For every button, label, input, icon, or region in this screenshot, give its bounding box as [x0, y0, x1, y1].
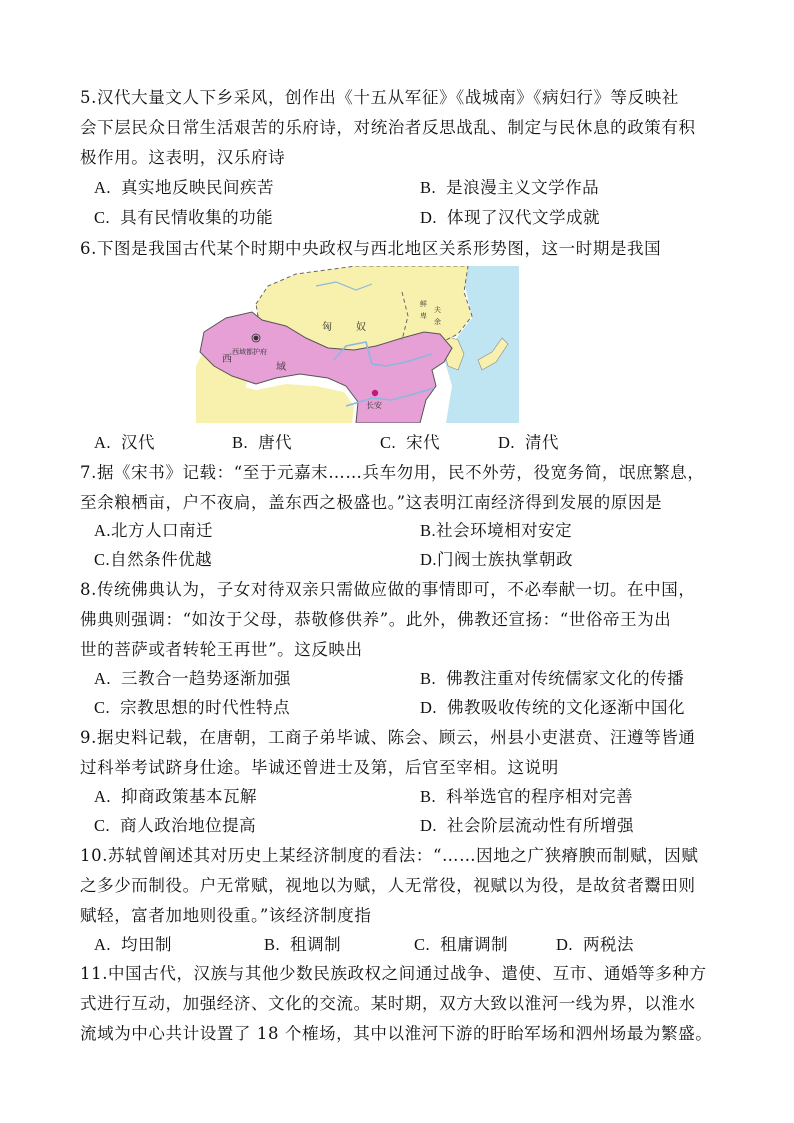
q5-stem-line-2: 会下层民众日常生活艰苦的乐府诗，对统治者反思战乱、制定与民休息的政策有积: [80, 118, 696, 137]
q10-option-d[interactable]: D. 两税法: [556, 935, 635, 954]
label-fuyu-1: 夫: [434, 306, 441, 314]
q5-stem-line-1: 5.汉代大量文人下乡采风，创作出《十五从军征》《战城南》《病妇行》等反映社: [80, 88, 679, 107]
q9-option-b[interactable]: B. 科举选官的程序相对完善: [420, 787, 634, 806]
q10-option-a[interactable]: A. 均田制: [94, 935, 173, 954]
label-xiongnu-2: 奴: [356, 322, 366, 333]
label-xiyu-2: 域: [276, 362, 286, 373]
label-xiyu-1: 西: [222, 354, 232, 365]
q5-stem-line-3: 极作用。这表明，汉乐府诗: [80, 148, 286, 167]
q8-option-b[interactable]: B. 佛教注重对传统儒家文化的传播: [420, 669, 685, 688]
q8-stem-line-1: 8.传统佛典认为，子女对待双亲只需做应做的事情即可，不必奉献一切。在中国，: [80, 580, 696, 599]
q6-stem-line-1: 6.下图是我国古代某个时期中央政权与西北地区关系形势图，这一时期是我国: [80, 239, 662, 258]
q10-option-c[interactable]: C. 租庸调制: [414, 935, 509, 954]
label-xianbei-1: 鲜: [420, 300, 427, 308]
q5-option-c[interactable]: C. 具有民情收集的功能: [94, 208, 274, 227]
q10-stem-line-2: 之多少而制役。户无常赋，视地以为赋，人无常役，视赋以为役，是故贫者鬻田则: [80, 876, 696, 895]
q11-stem-line-3: 流域为中心共计设置了 18 个榷场，其中以淮河下游的盱眙军场和泗州场最为繁盛。: [80, 1024, 713, 1043]
label-xiongnu-1: 匈: [322, 322, 332, 333]
duhufu-marker: [254, 336, 259, 341]
q8-stem-line-3: 世的菩萨或者转轮王再世”。这反映出: [80, 640, 363, 659]
q7-stem-line-1: 7.据《宋书》记载：“至于元嘉末……兵车勿用，民不外劳，役宽务简，氓庶繁息，: [80, 463, 705, 482]
q7-stem-line-2: 至余粮栖亩，户不夜扃，盖东西之极盛也。”这表明江南经济得到发展的原因是: [80, 493, 663, 512]
q7-option-b[interactable]: B.社会环境相对安定: [420, 521, 573, 540]
q7-option-a[interactable]: A.北方人口南迁: [94, 521, 214, 540]
label-xianbei-2: 卑: [420, 312, 427, 320]
q11-stem-line-2: 式进行互动，加强经济、文化的交流。某时期，双方大致以淮河一线为界，以淮水: [80, 994, 696, 1013]
q10-option-b[interactable]: B. 租调制: [264, 935, 342, 954]
q9-option-d[interactable]: D. 社会阶层流动性有所增强: [420, 816, 635, 835]
q9-stem-line-2: 过科举考试跻身仕途。毕诚还曾进士及第，后官至宰相。这说明: [80, 758, 559, 777]
q8-option-a[interactable]: A. 三教合一趋势逐渐加强: [94, 669, 292, 688]
q10-stem-line-3: 赋轻，富者加地则役重。”该经济制度指: [80, 906, 372, 925]
q11-stem-line-1: 11.中国古代，汉族与其他少数民族政权之间通过战争、遣使、互市、通婚等多种方: [80, 964, 707, 983]
q8-option-d[interactable]: D. 佛教吸收传统的文化逐渐中国化: [420, 698, 686, 717]
han-dynasty-map: [196, 266, 519, 423]
label-duhufu: 西域都护府: [232, 348, 267, 356]
changan-marker: [372, 390, 378, 396]
q9-option-a[interactable]: A. 抑商政策基本瓦解: [94, 787, 258, 806]
q8-stem-line-2: 佛典则强调：“如汝于父母，恭敬修供养”。此外，佛教还宣扬：“世俗帝王为出: [80, 610, 672, 629]
q7-option-d[interactable]: D.门阀士族执掌朝政: [420, 550, 574, 569]
q5-option-a[interactable]: A. 真实地反映民间疾苦: [94, 178, 275, 197]
q5-option-d[interactable]: D. 体现了汉代文学成就: [420, 208, 601, 227]
map-svg: [196, 266, 519, 423]
q6-option-b[interactable]: B. 唐代: [232, 433, 293, 452]
q9-option-c[interactable]: C. 商人政治地位提高: [94, 816, 257, 835]
q6-option-c[interactable]: C. 宋代: [380, 433, 441, 452]
label-fuyu-2: 余: [434, 318, 441, 326]
q6-option-a[interactable]: A. 汉代: [94, 433, 156, 452]
q6-option-d[interactable]: D. 清代: [498, 433, 560, 452]
q10-stem-line-1: 10.苏轼曾阐述其对历史上某经济制度的看法：“……因地之广狭瘠腴而制赋，因赋: [80, 846, 699, 865]
q9-stem-line-1: 9.据史料记载，在唐朝，工商子弟毕诚、陈会、顾云，州县小吏湛贲、汪遵等皆通: [80, 728, 696, 747]
label-changan: 长安: [366, 401, 382, 410]
q5-option-b[interactable]: B. 是浪漫主义文学作品: [420, 178, 600, 197]
q7-option-c[interactable]: C.自然条件优越: [94, 550, 213, 569]
q8-option-c[interactable]: C. 宗教思想的时代性特点: [94, 698, 291, 717]
